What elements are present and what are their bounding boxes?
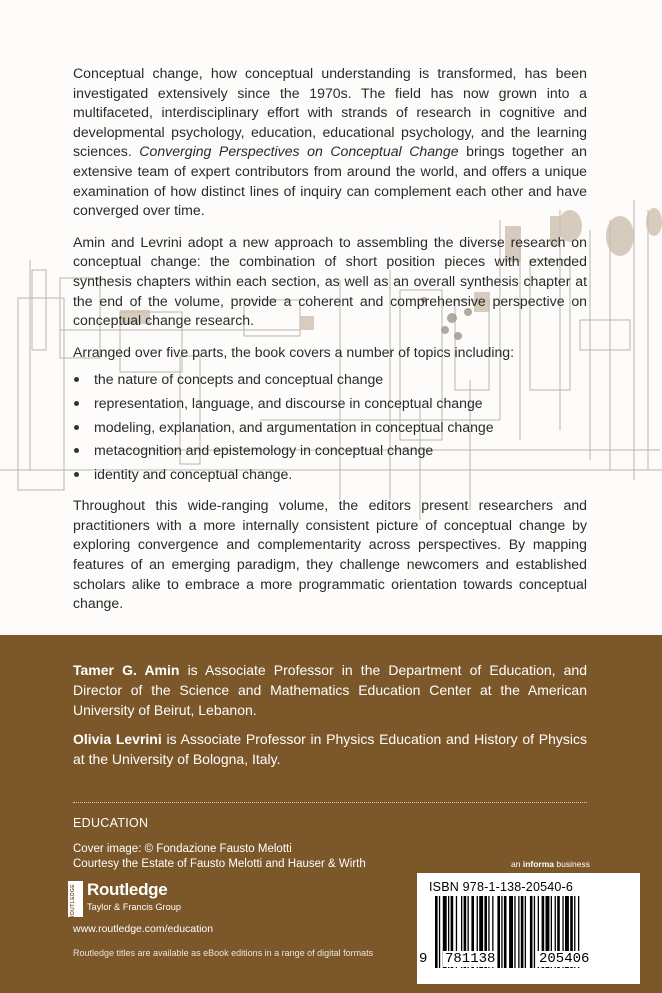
author-info-panel [0,635,662,993]
publisher-logo [68,881,208,917]
author-bio-levrini: Olivia Levrini is Associate Professor in Physics Education and History of Physics at the University of Bologna, Italy. [73,731,587,767]
description-paragraph-4: Throughout this wide-ranging volume, the editors present researchers and practitioners with a more internally consistent picture of conceptual change by exploring convergence and complementarity across perspectives. By mapping features of an emerging paradigm, they challenge newcomers and established scholars alike to embrace a more programmatic orientation towards conceptual change. [73,497,587,612]
isbn-barcode [417,873,640,984]
subject-category: EDUCATION [73,816,149,830]
description-paragraph-3: Arranged over five parts, the book covers a number of topics including: [73,343,515,360]
topic-item: modeling, explanation, and argumentation in conceptual change [73,418,587,438]
dotted-divider [73,802,587,803]
book-description [73,64,587,626]
description-paragraph-2: Amin and Levrini adopt a new approach to assembling the diverse research on conceptual change: the combination of short position pieces with extended synthesis chapters within each section, as well as an overall synthesis chapter at the end of the volume, provide a coherent and comprehensive perspective on conceptual change research. [73,233,587,329]
publisher-name: Routledge [87,880,168,899]
topic-item: the nature of concepts and conceptual change [73,370,587,390]
topic-item: identity and conceptual change. [73,465,587,485]
topic-item: representation, language, and discourse in conceptual change [73,394,587,414]
publisher-url[interactable]: www.routledge.com/education [73,923,214,935]
topic-item: metacognition and epistemology in conceptual change [73,441,587,461]
cover-credit-line-1: Cover image: © Fondazione Fausto Melotti [73,843,292,855]
cover-credit-line-2: Courtesy the Estate of Fausto Melotti and Hauser & Wirth [73,858,366,870]
routledge-logo-icon: ROUTLEDGE [68,881,83,917]
isbn-label: ISBN 978-1-138-20540-6 [429,880,574,894]
author-bio-amin: Tamer G. Amin is Associate Professor in the Department of Education, and Director of the Science and Mathematics Education Center at the American University of Beirut, Lebanon. [73,662,588,718]
informa-business-tag: an informa business [511,859,590,869]
barcode-digits-left: 781138 [445,951,496,967]
ebook-note: Routledge titles are available as eBook editions in a range of digital formats [73,948,374,958]
publisher-group: Taylor & Francis Group [87,902,181,912]
author-name: Olivia Levrini [73,731,162,747]
author-name: Tamer G. Amin [73,662,180,678]
book-title-italic: Converging Perspectives on Conceptual Change [139,143,459,160]
barcode-digits-right: 205406 [539,951,590,967]
description-paragraph-1: Conceptual change, how conceptual understanding is transformed, has been investigated extensively since the 1970s. The field has now grown into a multifaceted, interdisciplinary effort with strands of research in cognitive and developmental psychology, education, educational psychology, and the learning sciences. Converging Perspectives on Conceptual Change brings together an extensive team of expert contributors from around the world, and offers a unique examination of how distinct lines of inquiry can complement each other and have converged over time. [73,65,587,219]
barcode-digit-first: 9 [419,951,428,967]
topics-list [73,370,587,484]
